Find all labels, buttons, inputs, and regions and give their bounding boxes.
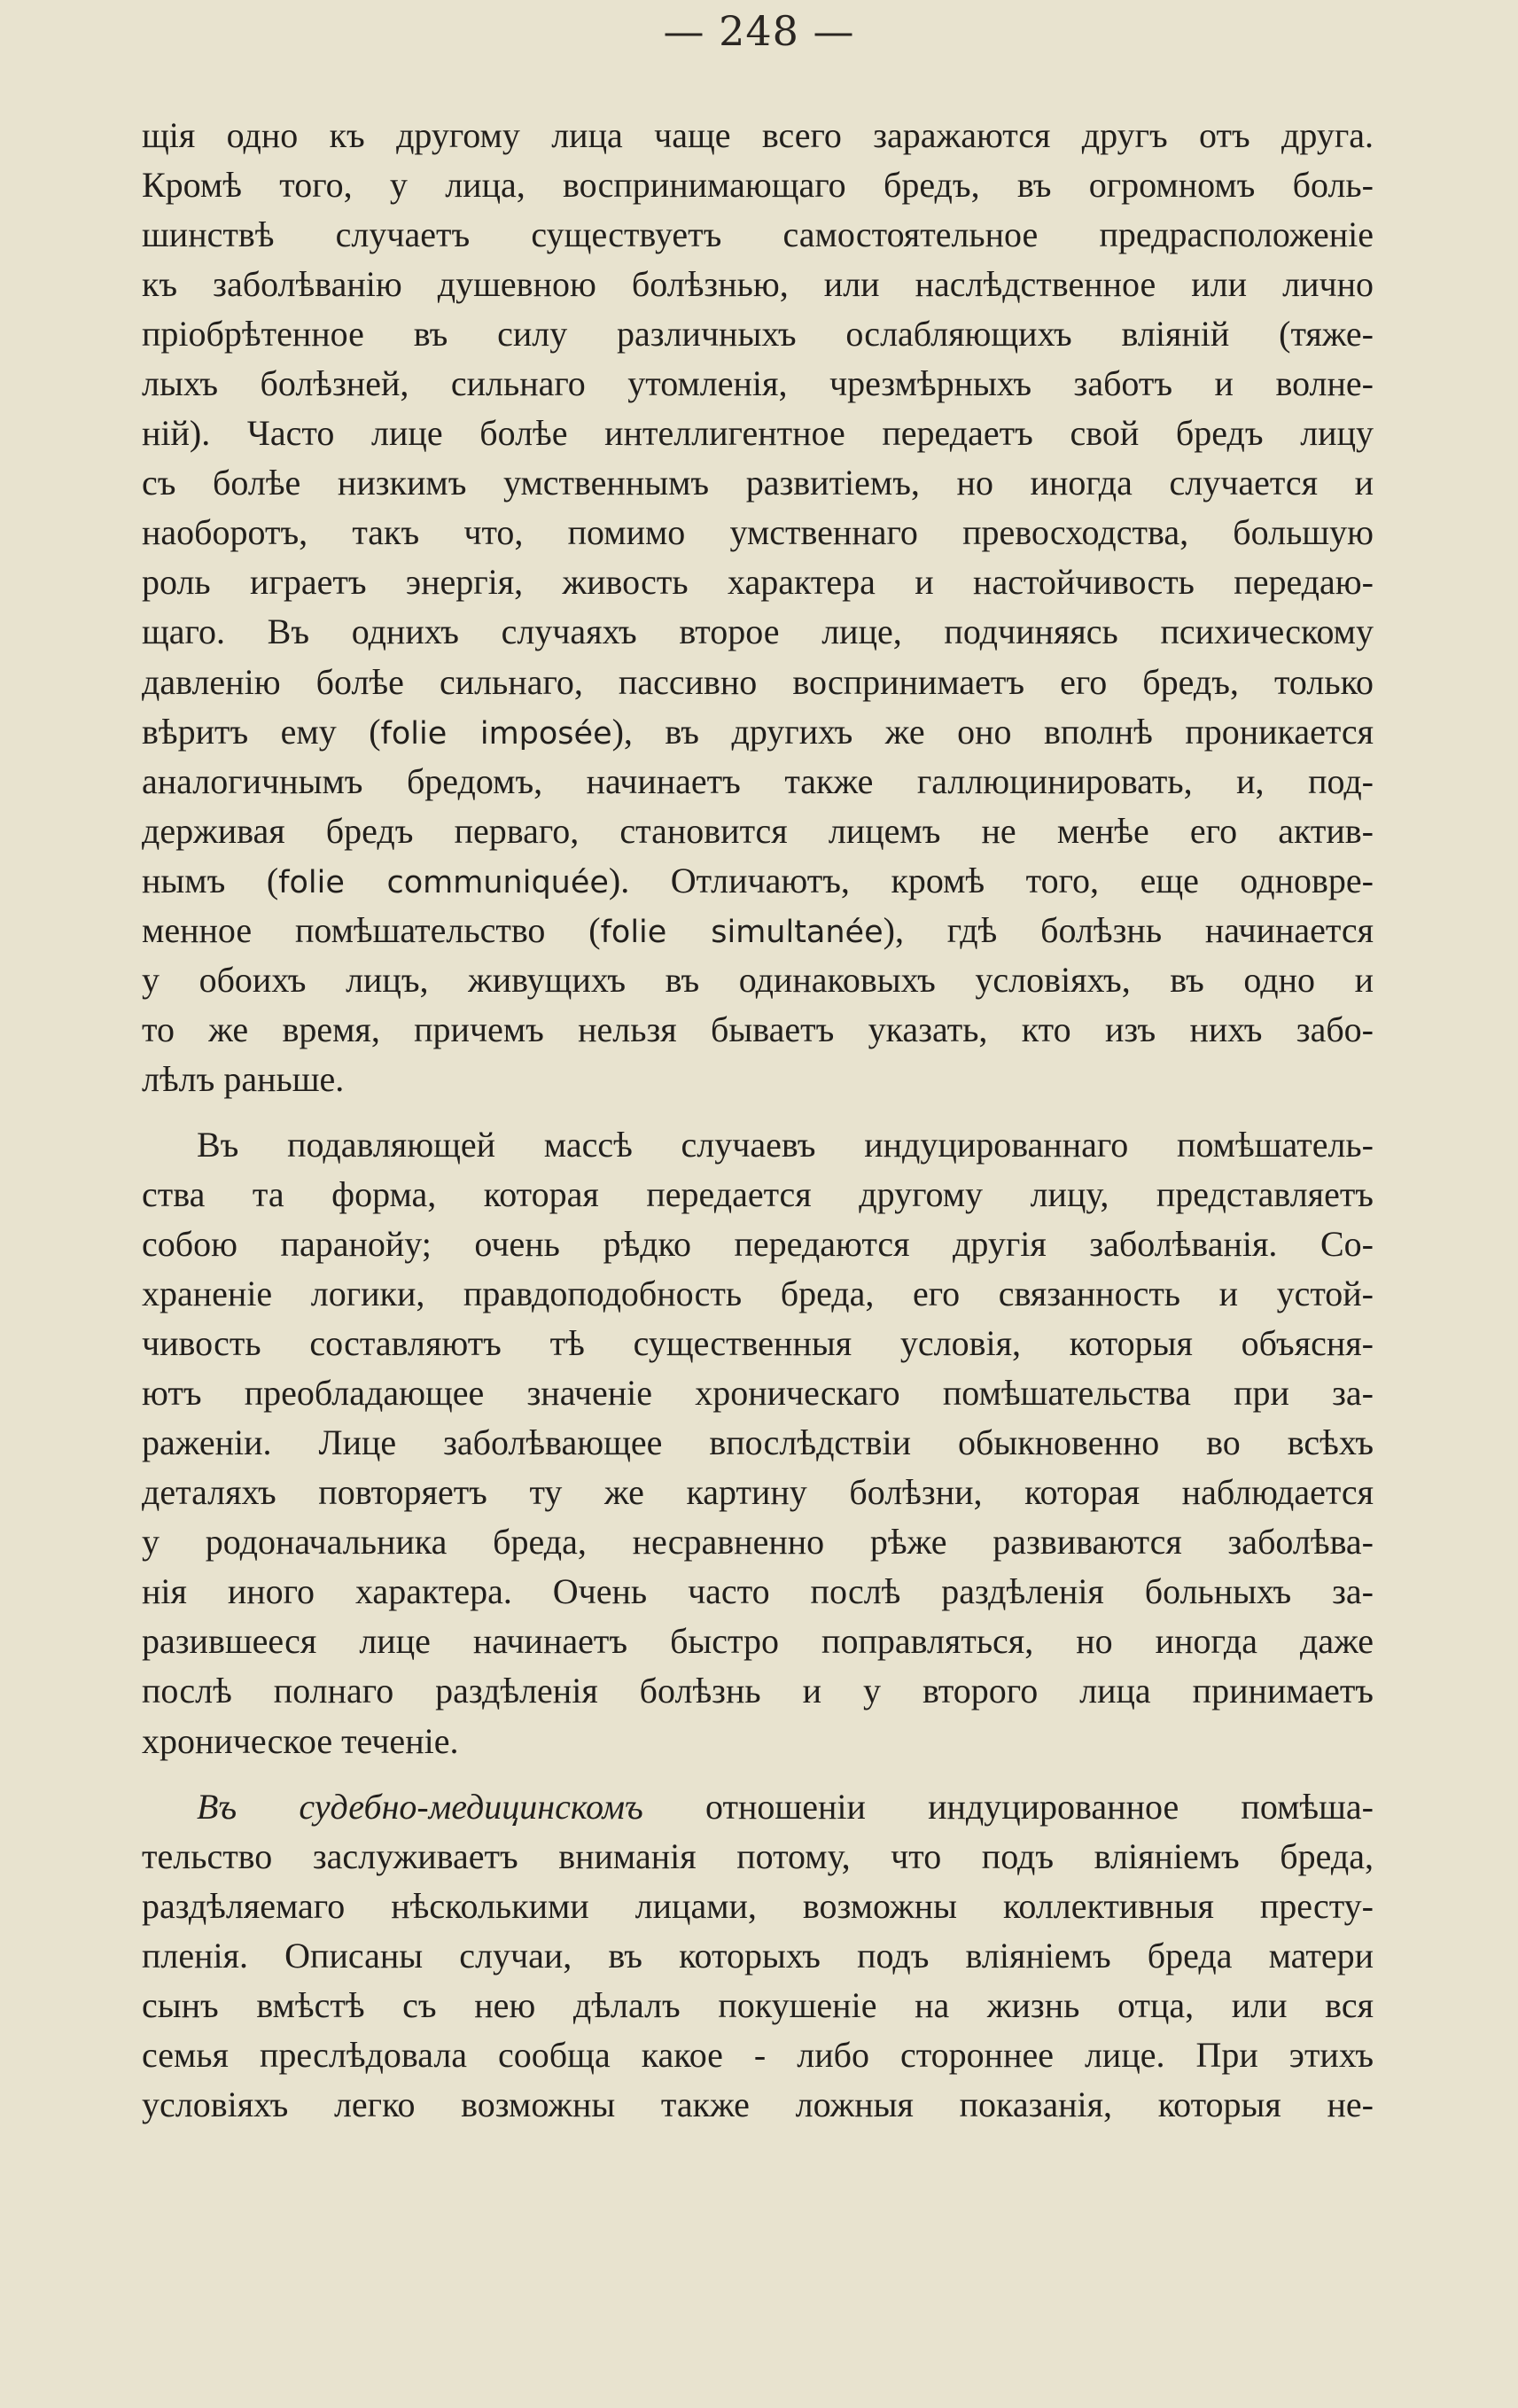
- text-segment: съ болѣе низкимъ умственнымъ развитіемъ, но иногда случается и: [142, 463, 1374, 503]
- text-line: [142, 359, 1374, 409]
- text-line: [142, 508, 1374, 557]
- text-line: [142, 1468, 1374, 1517]
- text-line: [142, 458, 1374, 508]
- text-line: [142, 309, 1374, 359]
- text-line: [142, 1319, 1374, 1368]
- text-segment: давленію болѣе сильнаго, пассивно воспринимаетъ его бредъ, только: [142, 661, 1374, 702]
- text-line: [142, 1981, 1374, 2030]
- text-segment: храненіе логики, правдоподобность бреда, его связанность и устой-: [142, 1274, 1374, 1314]
- text-line: [142, 658, 1374, 707]
- text-line: [142, 607, 1374, 657]
- text-segment: хроническое теченіе.: [142, 1720, 459, 1761]
- text-line: [142, 1717, 1374, 1766]
- text-line: [142, 807, 1374, 856]
- body-text: [142, 111, 1374, 2130]
- text-segment: семья преслѣдовала сообща какое - либо стороннее лице. При этихъ: [142, 2034, 1374, 2075]
- text-segment: щія одно къ другому лица чаще всего заражаются другъ отъ друга.: [142, 115, 1374, 155]
- text-segment: держивая бредъ перваго, становится лицемъ не менѣе его актив-: [142, 810, 1374, 851]
- text-segment: Въ подавляющей массѣ случаевъ индуцированнаго помѣшатель-: [197, 1124, 1374, 1165]
- text-line: [142, 111, 1374, 160]
- text-segment: деталяхъ повторяетъ ту же картину болѣзни, которая наблюдается: [142, 1472, 1374, 1513]
- latin-term: folie simultanée: [600, 914, 884, 950]
- text-line: [142, 1832, 1374, 1882]
- text-line: [142, 1882, 1374, 1931]
- italic-term: Въ судебно-медицинскомъ: [197, 1786, 643, 1827]
- text-segment: ютъ преобладающее значеніе хроническаго помѣшательства при за-: [142, 1373, 1374, 1414]
- text-segment: раздѣляемаго нѣсколькими лицами, возможны коллективныя престу-: [142, 1885, 1374, 1926]
- text-segment: нія иного характера. Очень часто послѣ раздѣленія больныхъ за-: [142, 1571, 1374, 1612]
- text-segment: менное помѣшательство (: [142, 909, 601, 950]
- text-segment: аналогичнымъ бредомъ, начинаетъ также галлюцинировать, и, под-: [142, 760, 1374, 801]
- text-segment: отношеніи индуцированное помѣша-: [642, 1786, 1374, 1827]
- text-line: [142, 1617, 1374, 1666]
- text-segment: лѣлъ раньше.: [142, 1058, 345, 1099]
- text-line: [142, 1055, 1374, 1104]
- text-segment: раженіи. Лице заболѣвающее впослѣдствіи обыкновенно во всѣхъ: [142, 1422, 1374, 1463]
- text-segment: ства та форма, которая передается другому лицу, представляетъ: [142, 1173, 1374, 1214]
- text-segment: чивость составляютъ тѣ существенныя условія, которыя объясня-: [142, 1323, 1374, 1364]
- text-segment: роль играетъ энергія, живость характера и настойчивость передаю-: [142, 562, 1374, 603]
- latin-term: folie imposée: [380, 715, 612, 752]
- text-line: [142, 557, 1374, 607]
- text-segment: шинствѣ случаетъ существуетъ самостоятельное предрасположеніе: [142, 214, 1374, 255]
- text-line: [142, 1567, 1374, 1617]
- text-segment: пленія. Описаны случаи, въ которыхъ подъ вліяніемъ бреда матери: [142, 1935, 1374, 1975]
- text-segment: тельство заслуживаетъ вниманія потому, что подъ вліяніемъ бреда,: [142, 1835, 1374, 1876]
- text-segment: условіяхъ легко возможны также ложныя показанія, которыя не-: [142, 2084, 1374, 2124]
- text-segment: къ заболѣванію душевною болѣзнью, или наслѣдственное или лично: [142, 264, 1374, 305]
- text-segment: ). Отличаютъ, кромѣ того, еще одновре-: [608, 860, 1374, 900]
- text-line: [142, 2030, 1374, 2080]
- text-line: [142, 1368, 1374, 1418]
- text-line: [142, 409, 1374, 458]
- text-line: [142, 210, 1374, 260]
- text-segment: то же время, причемъ нельзя бываетъ указать, кто изъ нихъ забо-: [142, 1009, 1374, 1049]
- text-line: [142, 260, 1374, 309]
- text-segment: у обоихъ лицъ, живущихъ въ одинаковыхъ условіяхъ, въ одно и: [142, 959, 1374, 1000]
- text-line: [142, 1782, 1374, 1832]
- latin-term: folie communiquée: [278, 864, 609, 900]
- text-segment: пріобрѣтенное въ силу различныхъ ослабляющихъ вліяній (тяже-: [142, 314, 1374, 355]
- text-line: [142, 955, 1374, 1005]
- page-number: — 248 —: [663, 7, 855, 55]
- text-line: [142, 707, 1374, 757]
- text-segment: нымъ (: [142, 860, 279, 900]
- text-line: [142, 1418, 1374, 1468]
- text-line: [142, 1005, 1374, 1055]
- text-segment: Кромѣ того, у лица, воспринимающаго бредъ, въ огромномъ боль-: [142, 165, 1374, 206]
- text-segment: ), гдѣ болѣзнь начинается: [883, 909, 1374, 950]
- text-line: [142, 1666, 1374, 1716]
- text-segment: послѣ полнаго раздѣленія болѣзнь и у второго лица принимаетъ: [142, 1671, 1374, 1711]
- text-segment: ), въ другихъ же оно вполнѣ проникается: [611, 711, 1374, 752]
- text-segment: у родоначальника бреда, несравненно рѣже развиваются заболѣва-: [142, 1522, 1374, 1562]
- text-line: [142, 2080, 1374, 2130]
- text-line: [142, 1170, 1374, 1220]
- text-segment: сынъ вмѣстѣ съ нею дѣлалъ покушеніе на жизнь отца, или вся: [142, 1984, 1374, 2025]
- text-segment: собою паранойу; очень рѣдко передаются другія заболѣванія. Со-: [142, 1224, 1374, 1265]
- text-line: [142, 160, 1374, 210]
- text-segment: вѣритъ ему (: [142, 711, 381, 752]
- text-line: [142, 1269, 1374, 1319]
- text-segment: лыхъ болѣзней, сильнаго утомленія, чрезмѣрныхъ заботъ и волне-: [142, 363, 1374, 404]
- text-line: [142, 1120, 1374, 1170]
- text-line: [142, 1931, 1374, 1981]
- text-line: [142, 906, 1374, 955]
- text-segment: ній). Часто лице болѣе интеллигентное передаетъ свой бредъ лицу: [142, 413, 1374, 454]
- text-line: [142, 1220, 1374, 1269]
- text-segment: разившееся лице начинаетъ быстро поправляться, но иногда даже: [142, 1621, 1374, 1662]
- text-line: [142, 1517, 1374, 1567]
- text-line: [142, 757, 1374, 807]
- text-segment: щаго. Въ однихъ случаяхъ второе лице, подчиняясь психическому: [142, 612, 1374, 652]
- text-segment: наоборотъ, такъ что, помимо умственнаго превосходства, большую: [142, 512, 1374, 553]
- text-line: [142, 856, 1374, 906]
